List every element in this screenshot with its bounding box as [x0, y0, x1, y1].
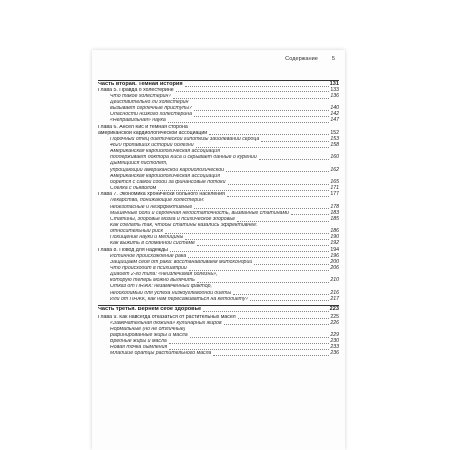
toc-entry-page: 210 [330, 277, 339, 284]
toc-entry-title: американской кардиологической ассоциации [98, 130, 208, 136]
toc-entry-title: Порочный отец диетической гипотезы заболеваний сердца [110, 136, 260, 142]
toc-section-entry[interactable] [98, 205, 339, 211]
dot-leader [197, 282, 329, 283]
toc-entry-title: Статины, здоровье мозга и психическое здоровье [110, 216, 236, 222]
toc-section-entry[interactable] [98, 211, 339, 217]
dot-leader [250, 300, 329, 301]
toc-section-entry[interactable] [98, 254, 339, 260]
toc-chapter-entry[interactable] [98, 248, 339, 254]
toc-entry-page: 216 [330, 289, 339, 296]
toc-entry-title: Глава 9. Как навсегда отказаться от растительных масел [98, 314, 236, 320]
toc-section-entry[interactable] [98, 278, 339, 284]
toc-entry-title: небезопасные и неэффективные [110, 204, 193, 210]
toc-entry-page: 136 [330, 92, 339, 99]
toc-chapter-entry[interactable] [98, 315, 339, 321]
dot-leader [158, 190, 329, 191]
toc-divider [98, 305, 339, 306]
toc-section-entry[interactable] [98, 186, 339, 192]
toc-section-entry[interactable] [98, 149, 339, 155]
toc-entry-title: «Замечательная дюжина» кулинарных жиров [110, 320, 222, 326]
toc-entry-title: относительный риск [110, 229, 163, 235]
dot-leader [261, 141, 329, 142]
toc-entry-page: 147 [330, 117, 339, 124]
toc-entry-page: 158 [330, 142, 339, 148]
dot-leader [226, 171, 329, 172]
toc-entry-page: 225 [330, 313, 339, 320]
dot-leader [209, 134, 329, 135]
dot-leader [165, 233, 329, 234]
toc-entry-title: Защищаем себя от рака: восстанавливаем митохондрии [110, 259, 253, 265]
toc-entry-title: Новая точка дымления [110, 345, 168, 351]
toc-entry-title: Глава 8. Повод для надежды [98, 247, 168, 253]
toc-entry-title: Как сделать так, чтобы статины казались эффективнее: [110, 222, 258, 228]
dot-leader [291, 214, 329, 215]
toc-entry-page: 192 [330, 240, 339, 247]
toc-entry-title: Американская кардиологическая ассоциация [110, 149, 220, 155]
toc-entry-page: 229 [330, 332, 339, 338]
toc-section-entry[interactable] [98, 198, 339, 204]
toc-entry-title: Что происходит в психиатрии [110, 266, 187, 271]
toc-part-entry[interactable] [98, 307, 339, 313]
dot-leader [238, 318, 330, 319]
toc-section-entry[interactable] [98, 321, 339, 327]
toc-entry-page: 196 [330, 252, 339, 259]
toc-entry-page: 142 [330, 111, 339, 118]
toc-section-entry[interactable] [98, 137, 339, 143]
toc-entry-page: 162 [330, 166, 339, 173]
toc-entry-title: вызывает сердечные приступы? [110, 106, 192, 112]
toc-entry-title: которую теперь можно вылечить [110, 278, 195, 284]
toc-entry-title: Часть третья. Вернем себе здоровье [98, 306, 202, 312]
toc-entry-page: 186 [330, 228, 339, 235]
toc-section-entry[interactable] [98, 168, 339, 174]
toc-section-entry[interactable] [98, 345, 339, 351]
toc-entry-page: 236 [330, 350, 339, 357]
toc-section-entry[interactable] [98, 260, 339, 266]
toc-entry-title: Нормальные (но не отличные) [110, 326, 186, 332]
dot-leader [169, 349, 329, 350]
toc-entry-title: поддерживает доктора Киса и скрывает данные о курении [110, 155, 257, 161]
toc-section-entry[interactable] [98, 161, 339, 167]
toc-section-entry[interactable] [98, 217, 339, 223]
toc-entry-page: 178 [330, 203, 339, 210]
toc-entry-title: Глава 5. Правда о холестерине [98, 87, 174, 93]
toc-entry-title: Или от ПНЖК, как нам пересаживаться на кетодиету? [110, 296, 249, 302]
toc-entry-title: борется с самой собой за финансовые потоки [110, 179, 226, 185]
toc-entry-page: 194 [330, 246, 339, 253]
dot-leader [194, 208, 329, 209]
toc-section-entry[interactable] [98, 229, 339, 235]
toc-entry-title: Отказ от ПНЖК: незамеченный фактор, [110, 284, 212, 290]
toc-section-entry[interactable] [98, 100, 339, 106]
toc-section-entry[interactable] [98, 155, 339, 161]
toc-chapter-entry[interactable] [98, 125, 339, 131]
dot-leader [188, 257, 329, 258]
toc-section-entry[interactable] [98, 235, 339, 241]
dot-leader [170, 251, 329, 252]
running-header-title: Содержание [285, 56, 318, 62]
dot-leader [196, 147, 330, 148]
dot-leader [176, 91, 330, 92]
dot-leader [197, 245, 329, 246]
toc-entry-page: 217 [330, 295, 339, 302]
toc-section-entry[interactable] [98, 291, 339, 297]
dot-leader [224, 324, 330, 325]
dot-leader [227, 196, 329, 197]
toc-entry-page: 160 [330, 154, 339, 161]
toc-entry-title: Истинное происхождение рака [110, 253, 187, 259]
toc-entry-title: Сделка с дьяволом [110, 186, 157, 192]
toc-entry-title: Вредные жиры и масла [110, 339, 167, 345]
dot-leader [168, 122, 330, 123]
dot-leader [169, 343, 330, 344]
toc-section-entry[interactable] [98, 180, 339, 186]
toc-entry-title: необходимый для успеха низкоуглеводной диеты [110, 290, 232, 296]
toc-section-entry[interactable] [98, 333, 339, 339]
toc-entry-page: 183 [330, 209, 339, 216]
toc-entry-page: 153 [330, 135, 339, 142]
toc-entry-title: Похищение науки и медицины [110, 235, 184, 241]
toc-entry-title: Лекарства, понижающие холестерин: [110, 198, 205, 204]
toc-chapter-entry[interactable] [98, 131, 339, 137]
toc-entry-page: 206 [330, 265, 339, 271]
toc-entry-page: 200 [330, 258, 339, 265]
toc-section-entry[interactable] [98, 94, 339, 100]
toc-entry-title: Глава 6. Ансел Кис и темная сторона [98, 124, 188, 130]
toc-entry-page: 140 [330, 105, 339, 112]
toc-chapter-entry[interactable] [98, 192, 339, 198]
running-header [285, 56, 335, 62]
toc-entry-title: рафинированные жиры и масла [110, 333, 188, 338]
toc-section-entry[interactable] [98, 143, 339, 149]
toc-entry-page: 230 [330, 338, 339, 345]
toc-entry-page: 133 [330, 86, 339, 93]
toc-section-entry[interactable] [98, 284, 339, 290]
toc-entry-page: 171 [330, 185, 339, 192]
toc-section-entry[interactable] [98, 241, 339, 247]
toc-entry-title: Диабет 2-го типа: «неизлечимая болезнь», [110, 272, 218, 278]
toc-entry-title: Как выжить в сломанной системе [110, 241, 195, 247]
toc-entry-title: Дымящийся пистолет, [110, 161, 168, 167]
dot-leader [185, 86, 329, 87]
toc-section-entry[interactable] [98, 351, 339, 357]
toc-entry-title: Действительно ли холестерин [110, 99, 189, 105]
toc-entry-title: Мышечные боли и сердечная недостаточность, вызванные статинами [110, 210, 289, 216]
toc-entry-title: Младшие братцы растительного масла [110, 351, 212, 357]
dot-leader [228, 184, 330, 185]
toc-section-entry[interactable] [98, 297, 339, 303]
toc-entry-title: «Неправильная» наука [110, 118, 166, 124]
toc-entry-page: 226 [330, 319, 339, 326]
toc-section-entry[interactable] [98, 272, 339, 278]
toc-entry-title: Глава 7. Экономика хронически больного населения [98, 192, 225, 198]
toc-entry-page: 233 [330, 344, 339, 351]
toc-entry-page: 165 [330, 178, 339, 185]
toc-section-entry[interactable] [98, 223, 339, 229]
toc-entry-title: 4820 пропавших историй болезни [110, 143, 194, 148]
dot-leader [254, 264, 329, 265]
toc-entry-title: Американская кардиологическая ассоциация [110, 173, 220, 179]
toc-entry-page: 185 [330, 215, 339, 222]
toc-entry-title: Опасности низкого холестерина [110, 112, 193, 118]
dot-leader [189, 270, 330, 271]
toc-section-entry[interactable] [98, 266, 339, 272]
toc-entry-page: 223 [329, 305, 339, 312]
dot-leader [233, 294, 329, 295]
dot-leader [194, 116, 329, 117]
toc-entry-page: 190 [330, 234, 339, 241]
dot-leader [213, 355, 329, 356]
toc-entry-page: 152 [330, 129, 339, 136]
dot-leader [185, 239, 329, 240]
dot-leader [259, 159, 330, 160]
toc-section-entry[interactable] [98, 118, 339, 124]
toc-entry-title: упрощающий американской кардиологической [110, 167, 224, 173]
dot-leader [173, 98, 329, 99]
toc-section-entry[interactable] [98, 112, 339, 118]
toc-section-entry[interactable] [98, 174, 339, 180]
toc-chapter-entry[interactable] [98, 88, 339, 94]
dot-leader [194, 110, 329, 111]
dot-leader [237, 221, 329, 222]
toc-entry-page: 177 [330, 191, 339, 198]
toc-section-entry[interactable] [98, 106, 339, 112]
dot-leader [203, 311, 329, 312]
toc-entry-page: 131 [329, 81, 339, 87]
dot-leader [190, 337, 330, 338]
toc-entry-title: Часть вторая. Темная история [98, 82, 183, 87]
book-page [92, 50, 345, 450]
toc-entry-title: Что такое холестерин? [110, 93, 172, 99]
toc-section-entry[interactable] [98, 327, 339, 333]
page-number: 5 [331, 56, 335, 62]
toc-section-entry[interactable] [98, 339, 339, 345]
